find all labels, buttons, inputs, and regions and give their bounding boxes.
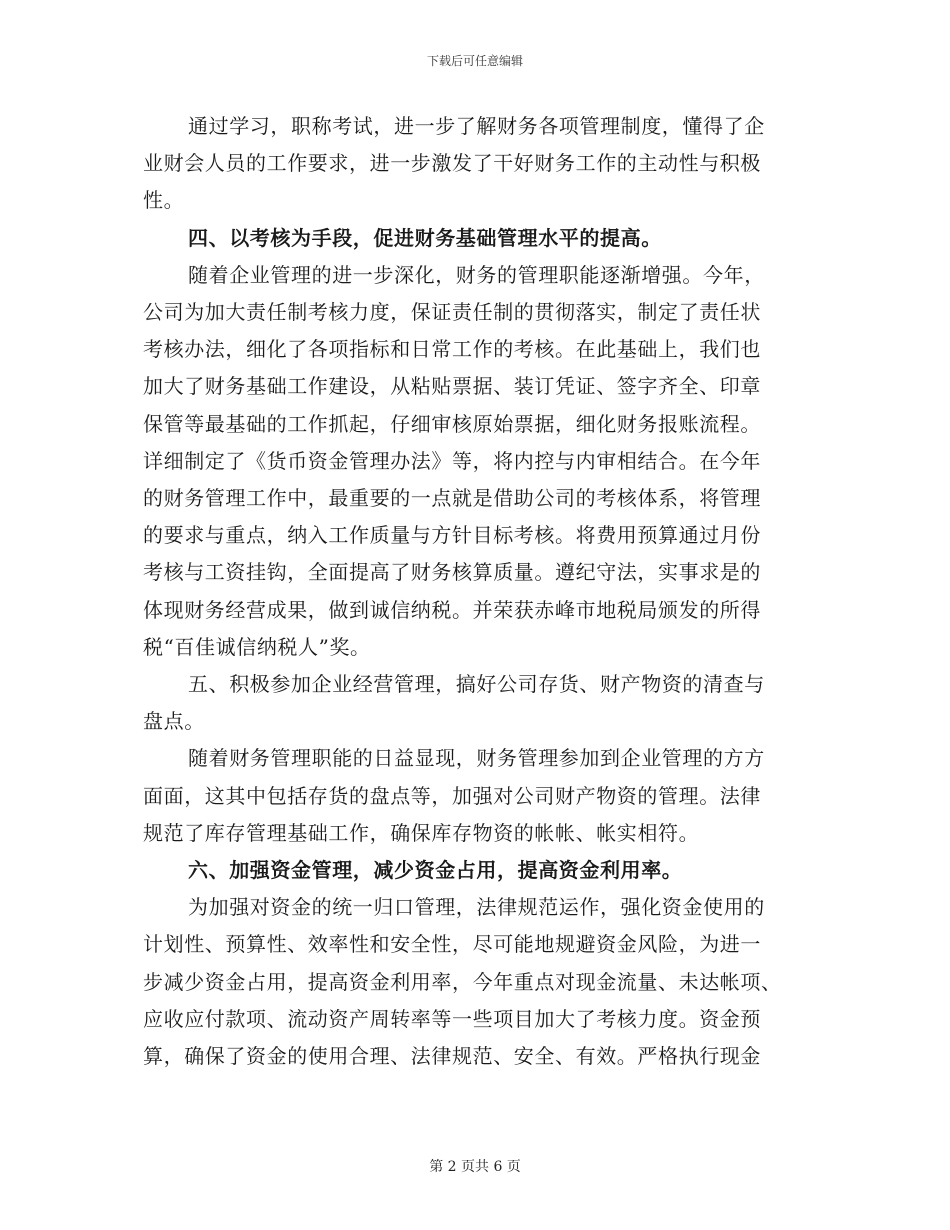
- text-line: 性。: [143, 188, 185, 213]
- text-line: 面面，这其中包括存货的盘点等，加强对公司财产物资的管理。法律: [143, 783, 761, 808]
- body-text: [143, 108, 807, 1075]
- text-line: 考核与工资挂钩，全面提高了财务核算质量。遵纪守法，实事求是的: [143, 560, 761, 585]
- text-line: 业财会人员的工作要求，进一步激发了干好财务工作的主动性与积极: [143, 151, 761, 176]
- text-line: 通过学习，职称考试，进一步了解财务各项管理制度，懂得了企: [188, 114, 765, 138]
- text-line: 加大了财务基础工作建设，从粘贴票据、装订凭证、签字齐全、印章: [143, 374, 761, 399]
- section-heading-line: 六、加强资金管理，减少资金占用，提高资金利用率。: [188, 858, 683, 883]
- text-line: 的要求与重点，纳入工作质量与方针目标考核。将费用预算通过月份: [143, 523, 761, 548]
- text-line: 随着企业管理的进一步深化，财务的管理职能逐渐增强。今年，: [188, 262, 765, 287]
- text-line: 保管等最基础的工作抓起，仔细审核原始票据，细化财务报账流程。: [143, 411, 761, 436]
- text-line: 计划性、预算性、效率性和安全性，尽可能地规避资金风险，为进一: [143, 932, 761, 957]
- text-line: 的财务管理工作中，最重要的一点就是借助公司的考核体系，将管理: [143, 486, 761, 511]
- text-line: 应收应付款项、流动资产周转率等一些项目加大了考核力度。资金预: [143, 1006, 761, 1031]
- text-line: 为加强对资金的统一归口管理，法律规范运作，强化资金使用的: [188, 895, 765, 920]
- text-line: 体现财务经营成果，做到诚信纳税。并荣获赤峰市地税局颁发的所得: [143, 597, 761, 622]
- document-body: [143, 108, 807, 1075]
- text-line: 算，确保了资金的使用合理、法律规范、安全、有效。严格执行现金: [143, 1044, 761, 1069]
- text-line: 考核办法，细化了各项指标和日常工作的考核。在此基础上，我们也: [143, 337, 761, 362]
- text-line: 规范了库存管理基础工作，确保库存物资的帐帐、帐实相符。: [143, 820, 700, 845]
- page-header: 下载后可任意编辑: [426, 54, 523, 68]
- page-footer: 第 2 页共 6 页: [429, 1159, 521, 1175]
- text-line: 五、积极参加企业经营管理，搞好公司存货、财产物资的清查与: [188, 672, 765, 697]
- text-line: 随着财务管理职能的日益显现，财务管理参加到企业管理的方方: [188, 746, 765, 771]
- section-heading-line: 四、以考核为手段，促进财务基础管理水平的提高。: [188, 225, 662, 250]
- text-line: 公司为加大责任制考核力度，保证责任制的贯彻落实，制定了责任状: [143, 300, 761, 325]
- text-line: 税“百佳诚信纳税人”奖。: [143, 634, 371, 659]
- text-line: 步减少资金占用，提高资金利用率，今年重点对现金流量、未达帐项、: [143, 969, 782, 994]
- text-line: 盘点。: [143, 709, 205, 734]
- text-line: 详细制定了《货币资金管理办法》等，将内控与内审相结合。在今年: [143, 448, 761, 473]
